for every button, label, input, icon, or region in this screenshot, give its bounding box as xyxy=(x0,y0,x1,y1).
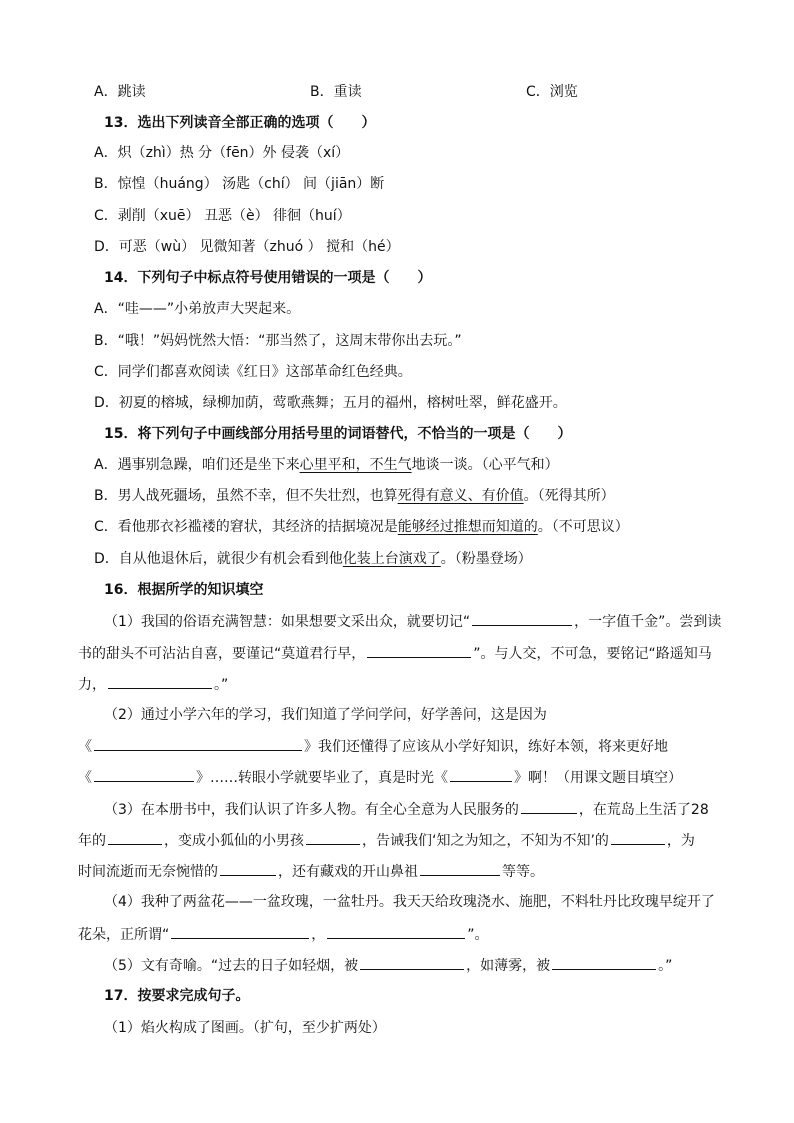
q16-p1-text: 力， xyxy=(78,677,106,693)
q16-p2-text: 《 xyxy=(78,770,92,786)
q16-p4-line1: （4）我种了两盆花——一盆玫瑰，一盆牡丹。我天天给玫瑰浇水、施肥，不料牡丹比玫瑰早绽开了 xyxy=(104,894,715,910)
q16-p4-text: 花朵，正所谓“ xyxy=(78,927,170,943)
q16-p1-text: ，一字值千金”。尝到读 xyxy=(574,614,722,630)
q16-p3-text: ，变成小狐仙的小男孩 xyxy=(164,833,304,849)
q16-p5 xyxy=(104,955,672,976)
q14-option-b: B．“哦！”妈妈恍然大悟：“那当然了，这周末带你出去玩。” xyxy=(94,333,462,349)
answer-blank[interactable] xyxy=(94,736,302,751)
q12-option-b: B．重读 xyxy=(310,84,362,100)
q14-stem: 14．下列句子中标点符号使用错误的一项是（ ） xyxy=(104,270,432,286)
q15-option-c xyxy=(94,517,629,537)
q16-p2-line3 xyxy=(78,767,682,788)
q16-p1-text: 书的甜头不可沾沾自喜，要谨记“莫道君行早， xyxy=(78,646,366,662)
q15-option-a xyxy=(94,455,559,475)
answer-blank[interactable] xyxy=(552,955,656,970)
q16-p3-line1 xyxy=(104,799,709,820)
q13-option-a: A．炽（zhì）热 分（fēn）外 侵袭（xí） xyxy=(94,145,350,161)
q13-stem: 13．选出下列读音全部正确的选项（ ） xyxy=(104,115,376,131)
answer-blank[interactable] xyxy=(306,830,360,845)
q15-stem: 15．将下列句子中画线部分用括号里的词语替代，不恰当的一项是（ ） xyxy=(104,426,572,442)
q15-b-underlined: 死得有意义、有价值 xyxy=(397,488,524,504)
q12-options xyxy=(94,82,714,102)
q16-p3-text: ，还有藏戏的开山鼻祖 xyxy=(278,864,418,880)
q16-p5-text: （5）文有奇喻。“过去的日子如轻烟，被 xyxy=(104,958,359,974)
q16-p1-text: ”。与人交，不可急，要铭记“路遥知马 xyxy=(473,646,712,662)
answer-blank[interactable] xyxy=(521,799,577,814)
q15-d-pre: D．自从他退休后，就很少有机会看到他 xyxy=(94,551,343,567)
q12-option-a: A．跳读 xyxy=(94,84,146,100)
q13-option-c: C．剥削（xuē） 丑恶（è） 徘徊（huí） xyxy=(94,208,351,224)
answer-blank[interactable] xyxy=(220,861,276,876)
answer-blank[interactable] xyxy=(420,861,500,876)
q16-p5-text: 。” xyxy=(658,958,673,974)
q16-p3-text: ，在荒岛上生活了28 xyxy=(578,802,709,818)
q16-p3-text: （3）在本册书中，我们认识了许多人物。有全心全意为人民服务的 xyxy=(104,802,519,818)
answer-blank[interactable] xyxy=(367,643,471,658)
q16-p1-text: （1）我国的俗语充满智慧：如果想要文采出众，就要切记“ xyxy=(104,614,471,630)
q16-p3-text: ，为 xyxy=(666,833,695,849)
q16-p1-line1 xyxy=(104,611,721,632)
q16-p2-line2 xyxy=(78,736,668,757)
q17-p1: （1）焰火构成了图画。（扩句，至少扩两处） xyxy=(104,1020,386,1036)
answer-blank[interactable] xyxy=(327,924,465,939)
q16-p3-line2 xyxy=(78,830,695,851)
q16-p2-text: 《 xyxy=(78,739,92,755)
q13-option-b: B．惊惶（huáng） 汤匙（chí） 间（jiān）断 xyxy=(94,176,385,192)
q16-p3-text: 年的 xyxy=(78,833,106,849)
answer-blank[interactable] xyxy=(108,830,162,845)
q16-p2-text: 》啊！（用课文题目填空） xyxy=(514,770,682,786)
answer-blank[interactable] xyxy=(94,767,194,782)
answer-blank[interactable] xyxy=(472,611,572,626)
q15-b-pre: B．男人战死疆场，虽然不幸，但不失壮烈，也算 xyxy=(94,488,398,504)
answer-blank[interactable] xyxy=(450,767,512,782)
answer-blank[interactable] xyxy=(611,830,665,845)
q16-p1-line3 xyxy=(78,674,228,695)
q15-c-post: 。（不可思议） xyxy=(537,519,629,535)
q15-a-underlined: 心里平和，不生气 xyxy=(299,457,412,473)
q16-p4-text: ”。 xyxy=(467,927,489,943)
q13-option-d: D．可恶（wù） 见微知著（zhuó ） 搅和（hé） xyxy=(94,239,400,255)
q14-option-d: D．初夏的榕城，绿柳加荫，莺歌燕舞；五月的福州，榕树吐翠，鲜花盛开。 xyxy=(94,395,567,411)
answer-blank[interactable] xyxy=(171,924,309,939)
q16-p3-text: 时间流逝而无奈惋惜的 xyxy=(78,864,218,880)
q15-d-underlined: 化装上台演戏了 xyxy=(342,551,441,567)
q16-p2-text: 》我们还懂得了应该从小学好知识，练好本领，将来更好地 xyxy=(304,739,668,755)
q14-option-c: C．同学们都喜欢阅读《红日》这部革命红色经典。 xyxy=(94,364,412,380)
q16-p5-text: ，如薄雾，被 xyxy=(466,958,551,974)
q16-p3-text: 等等。 xyxy=(502,864,544,880)
q15-a-pre: A．遇事别急躁，咱们还是坐下来 xyxy=(94,457,300,473)
q15-option-b xyxy=(94,486,615,506)
q16-p1-line2 xyxy=(78,643,712,664)
q16-p3-line3 xyxy=(78,861,544,882)
q16-p4-line2 xyxy=(78,924,489,945)
q15-d-post: 。（粉墨登场） xyxy=(440,551,532,567)
q16-p1-text: 。” xyxy=(214,677,229,693)
q12-option-c: C．浏览 xyxy=(526,84,578,100)
q16-stem: 16．根据所学的知识填空 xyxy=(104,582,264,598)
q15-c-pre: C．看他那衣衫褴褛的窘状，其经济的拮据境况是 xyxy=(94,519,398,535)
q16-p3-text: ，告诫我们‘知之为知之，不知为不知’的 xyxy=(362,833,609,849)
q15-option-d xyxy=(94,549,532,569)
q15-a-post: 地谈一谈。（心平气和） xyxy=(411,457,559,473)
q15-c-underlined: 能够经过推想而知道的 xyxy=(397,519,538,535)
q15-b-post: 。（死得其所） xyxy=(523,488,615,504)
q16-p4-text: ， xyxy=(311,927,326,943)
q17-stem: 17．按要求完成句子。 xyxy=(104,988,250,1004)
q16-p2-line1: （2）通过小学六年的学习，我们知道了学问学问，好学善问，这是因为 xyxy=(104,707,547,723)
q16-p2-text: 》……转眼小学就要毕业了，真是时光《 xyxy=(196,770,448,786)
answer-blank[interactable] xyxy=(108,674,212,689)
answer-blank[interactable] xyxy=(360,955,464,970)
q14-option-a: A．“哇——”小弟放声大哭起来。 xyxy=(94,301,301,317)
